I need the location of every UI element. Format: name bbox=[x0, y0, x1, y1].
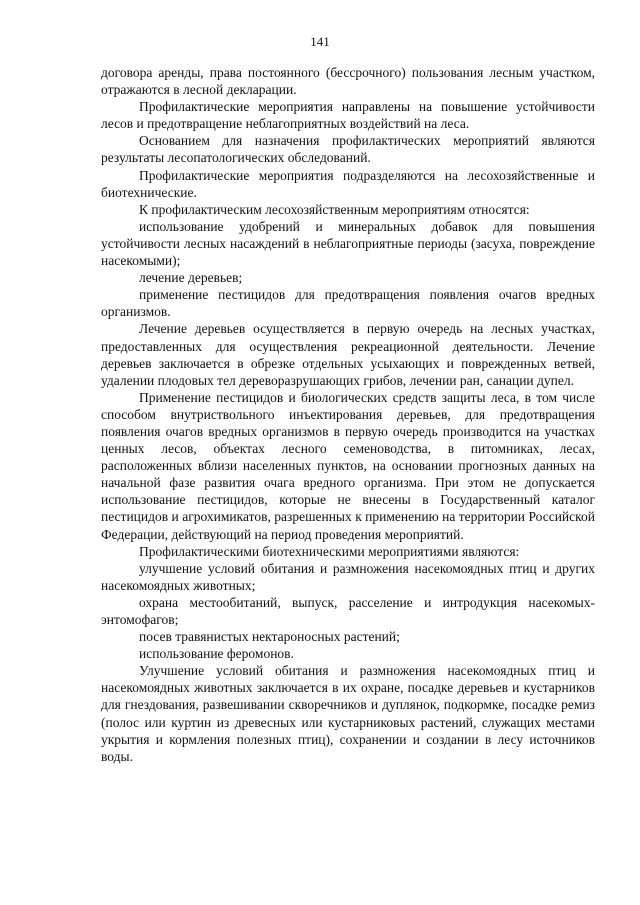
paragraph-biotech-measures-intro: Профилактическими биотехническими мероприятиями являются: bbox=[139, 543, 520, 559]
list-item-bird-habitat: улучшение условий обитания и размножения насекомоядных птиц и других насекомоядных животных; bbox=[101, 560, 595, 593]
page-number: 141 bbox=[310, 34, 330, 49]
paragraph-preventive-purpose: Профилактические мероприятия направлены на повышение устойчивости лесов и предотвращение неблагоприятных воздействий на леса. bbox=[101, 99, 595, 132]
list-item-entomophages: охрана местообитаний, выпуск, расселение и интродукция насекомых-энтомофагов; bbox=[101, 594, 595, 627]
paragraph-habitat-improvement: Улучшение условий обитания и размножения насекомоядных птиц и насекомоядных животных заключается в их охране, посадке деревьев и кустарников для гнездования, развешивании скворечников и дуплянок, подкормке, посадке ремиз (полос или куртин из древесных или кустарниковых растений, служащих местами укрытия и кормления полезных птиц), сохранении и создании в лесу источников воды. bbox=[101, 663, 595, 764]
list-item-nectar-plants: посев травянистых нектароносных растений; bbox=[139, 629, 400, 645]
document-body bbox=[101, 64, 595, 765]
paragraph-tree-treatment: Лечение деревьев осуществляется в первую очередь на лесных участках, предоставленных для осуществления рекреационной деятельности. Лечение деревьев заключается в обрезке отдельных усыхающих и поврежденных ветвей, удалении плодовых тел дереворазрушающих грибов, лечении ран, санации дупел. bbox=[101, 321, 595, 388]
list-item-pheromones: использование феромонов. bbox=[139, 646, 294, 662]
paragraph-preventive-types: Профилактические мероприятия подразделяются на лесохозяйственные и биотехнические. bbox=[101, 167, 595, 200]
paragraph-forestry-measures-intro: К профилактическим лесохозяйственным мероприятиям относятся: bbox=[139, 201, 530, 217]
paragraph-pesticide-application: Применение пестицидов и биологических средств защиты леса, в том числе способом внутриствольного инъектирования деревьев, для предотвращения появления очагов вредных организмов в первую очередь производится на участках ценных лесов, объектах лесного семеноводства, в питомниках, лесах, расположенных вблизи населенных пунктов, на основании прогнозных данных на начальной фазе развития очага вредного организма. При этом не допускается использование пестицидов, которые не внесены в Государственный каталог пестицидов и агрохимикатов, разрешенных к применению на территории Российской Федерации, действующий на период проведения мероприятий. bbox=[101, 389, 595, 542]
paragraph-preventive-basis: Основанием для назначения профилактических мероприятий являются результаты лесопатологических обследований. bbox=[101, 133, 595, 166]
list-item-fertilizers: использование удобрений и минеральных добавок для повышения устойчивости лесных насаждений в неблагоприятные периоды (засуха, повреждение насекомыми); bbox=[101, 218, 595, 269]
paragraph-lease-declaration: договора аренды, права постоянного (бессрочного) пользования лесным участком, отражаются в лесной декларации. bbox=[101, 65, 595, 98]
list-item-pesticides: применение пестицидов для предотвращения появления очагов вредных организмов. bbox=[101, 287, 595, 320]
list-item-tree-treatment: лечение деревьев; bbox=[139, 270, 243, 286]
